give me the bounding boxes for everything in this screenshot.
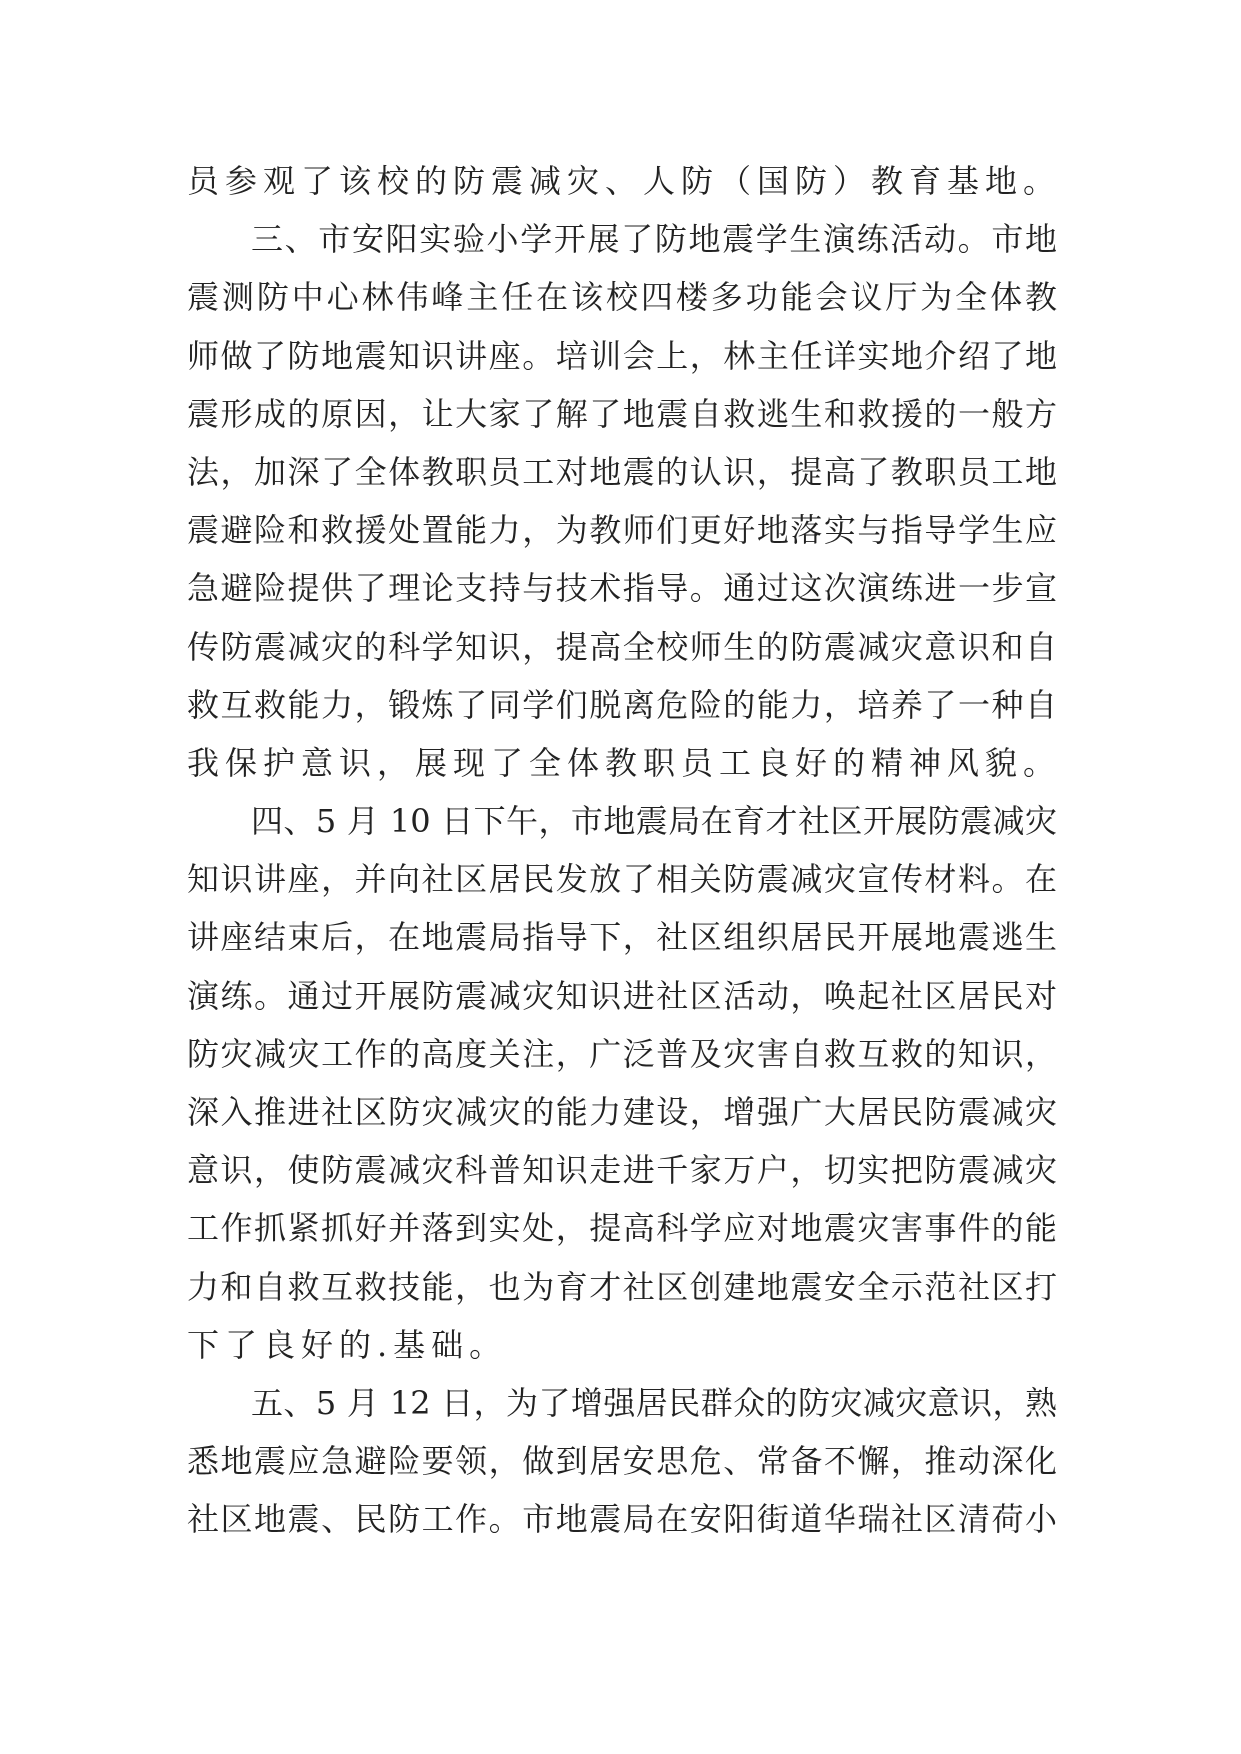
text-line: 悉地震应急避险要领，做到居安思危、常备不懈，推动深化: [187, 1442, 1057, 1481]
text-line: 震形成的原因，让大家了解了地震自救逃生和救援的一般方: [187, 394, 1057, 433]
text-line: 防灾减灾工作的高度关注，广泛普及灾害自救互救的知识，: [187, 1034, 1057, 1073]
text-line: 法，加深了全体教职员工对地震的认识，提高了教职员工地: [187, 452, 1057, 491]
text-line: 震测防中心林伟峰主任在该校四楼多功能会议厅为全体教: [187, 278, 1057, 317]
text-line: 震避险和救援处置能力，为教师们更好地落实与指导学生应: [187, 511, 1057, 550]
text-line: 深入推进社区防灾减灾的能力建设，增强广大居民防震减灾: [187, 1093, 1057, 1131]
text-line: 救互救能力，锻炼了同学们脱离危险的能力，培养了一种自: [187, 685, 1057, 724]
text-line: 社区地震、民防工作。市地震局在安阳街道华瑞社区清荷小: [187, 1500, 1057, 1539]
paragraph-first-line: 五、5 月 12 日，为了增强居民群众的防灾减灾意识，熟: [251, 1383, 1057, 1422]
document-body: [187, 152, 1062, 1549]
text-line: 传防震减灾的科学知识，提高全校师生的防震减灾意识和自: [187, 627, 1057, 666]
paragraph-first-line: 四、5 月 10 日下午，市地震局在育才社区开展防震减灾: [251, 802, 1057, 841]
paragraph-first-line: 三、市安阳实验小学开展了防地震学生演练活动。市地: [251, 220, 1057, 259]
text-line: 员参观了该校的防震减灾、人防（国防）教育基地。: [187, 162, 1062, 200]
text-line: 讲座结束后，在地震局指导下，社区组织居民开展地震逃生: [187, 918, 1057, 957]
text-line: 力和自救互救技能，也为育才社区创建地震安全示范社区打: [187, 1267, 1057, 1306]
text-line: 意识，使防震减灾科普知识走进千家万户，切实把防震减灾: [187, 1151, 1057, 1190]
text-line: 工作抓紧抓好并落到实处，提高科学应对地震灾害事件的能: [187, 1209, 1057, 1248]
text-line: 师做了防地震知识讲座。培训会上，林主任详实地介绍了地: [187, 336, 1057, 375]
text-line: 下了良好的.基础。: [187, 1325, 508, 1364]
text-line: 急避险提供了理论支持与技术指导。通过这次演练进一步宣: [187, 569, 1057, 608]
text-line: 演练。通过开展防震减灾知识进社区活动，唤起社区居民对: [187, 976, 1057, 1015]
text-line: 我保护意识，展现了全体教职员工良好的精神风貌。: [187, 743, 1062, 782]
text-line: 知识讲座，并向社区居民发放了相关防震减灾宣传材料。在: [187, 860, 1057, 899]
